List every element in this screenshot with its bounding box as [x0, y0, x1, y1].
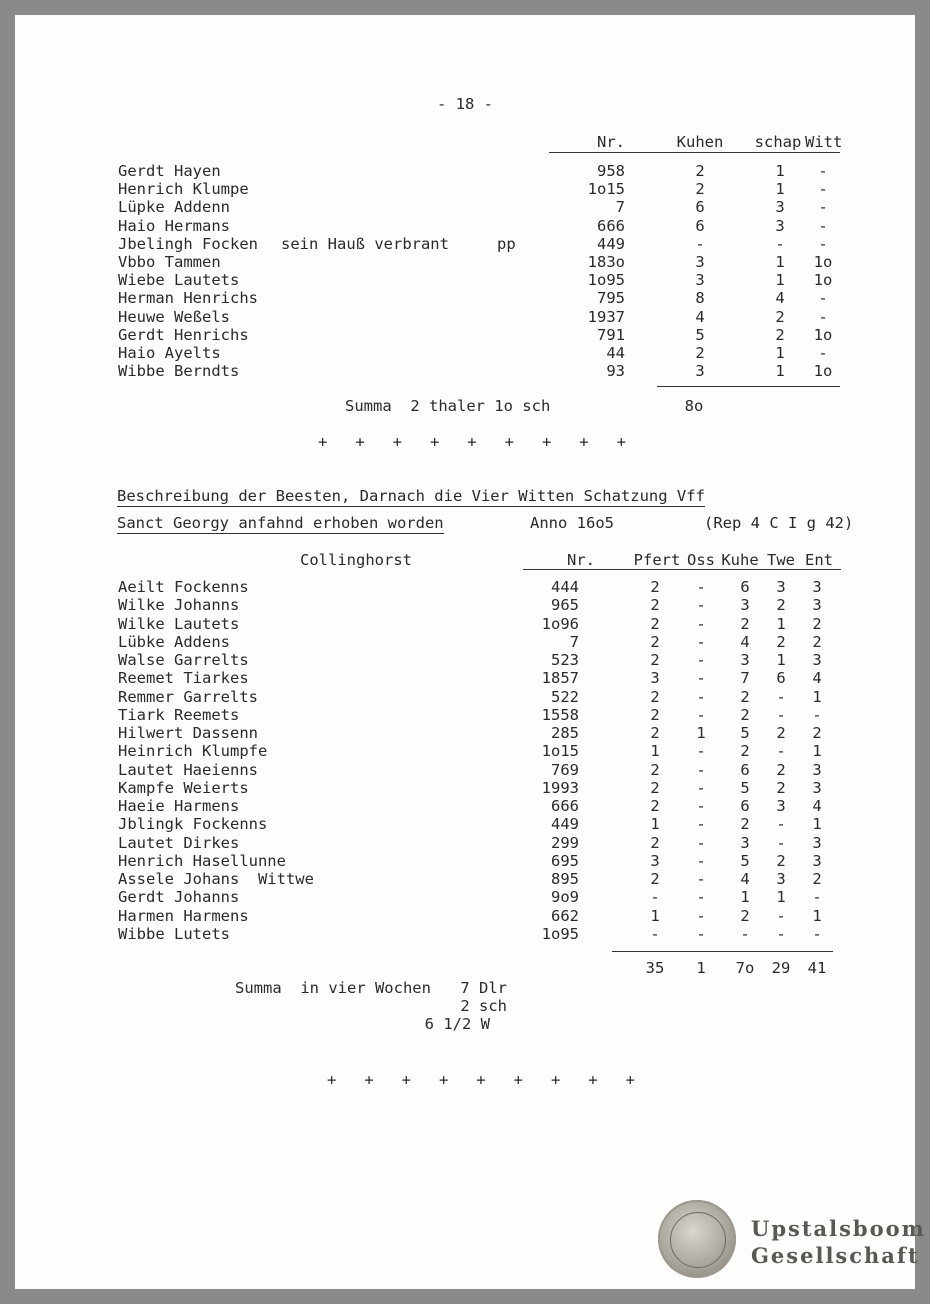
table2-row-3-twe: 2 [776, 632, 786, 651]
table1-row-2-nr: 7 [615, 198, 625, 217]
table2-row-17-name: Gerdt Johanns [118, 888, 240, 907]
table1-row-6-nr: 1o95 [587, 271, 625, 290]
table2-row-18-nr: 662 [551, 906, 579, 925]
table1-row-10-schap: 1 [775, 344, 785, 362]
table1-row-6-witt: 1o [813, 271, 833, 290]
table1-row-8-nr: 1937 [587, 307, 625, 326]
table2-row-18-kuhe: 2 [740, 906, 750, 925]
table2-row-5-name: Reemet Tiarkes [118, 669, 249, 688]
table2-row-1-name: Wilke Johanns [118, 596, 240, 615]
table1-header-2: schap [754, 133, 802, 151]
table2-row-1-oss: - [696, 596, 706, 615]
table1-row-4-kuhen: - [695, 234, 705, 253]
table1-row-4-note: sein Hauß verbrant [281, 234, 449, 253]
document-page [15, 15, 926, 1289]
table2-row-5-kuhe: 7 [740, 669, 750, 688]
seal-logo [658, 1200, 736, 1278]
table2-row-13-nr: 449 [551, 815, 579, 834]
table2-summa-dlr: 7 Dlr [460, 979, 507, 997]
table2-row-7-nr: 1558 [541, 705, 579, 724]
table2-row-14-ent: 3 [812, 833, 822, 852]
table2-row-3-oss: - [696, 632, 706, 651]
table1-row-11-name: Wibbe Berndts [118, 362, 240, 381]
table2-row-1-ent: 3 [812, 596, 822, 615]
table1-header-0: Nr. [597, 133, 625, 151]
table1-row-11-schap: 1 [775, 362, 785, 381]
table2-header-4: Twe [767, 551, 795, 569]
table2-row-5-ent: 4 [812, 669, 822, 688]
table2-row-5-oss: - [696, 669, 706, 688]
table1-row-8-witt: - [818, 307, 828, 326]
table1-row-10-nr: 44 [606, 344, 625, 362]
table1-row-8-kuhen: 4 [695, 307, 705, 326]
table2-row-6-oss: - [696, 687, 706, 706]
table2-row-4-name: Walse Garrelts [118, 651, 249, 669]
table2-row-15-twe: 2 [776, 851, 786, 870]
table2-row-19-kuhe: - [740, 924, 750, 943]
table2-row-16-pfert: 2 [650, 870, 660, 888]
table2-row-4-twe: 1 [776, 651, 786, 669]
table2-row-13-oss: - [696, 815, 706, 834]
table1-row-5-nr: 183o [587, 253, 625, 271]
separator-1: + + + + + + + + + [318, 433, 626, 451]
table2-row-7-kuhe: 2 [740, 705, 750, 724]
table2-header-2: Oss [687, 551, 715, 569]
table2-row-16-ent: 2 [812, 870, 822, 888]
table2-row-10-name: Lautet Haeienns [118, 760, 258, 779]
table1-summa-value: 8o [684, 397, 704, 415]
table2-row-11-kuhe: 5 [740, 778, 750, 797]
table2-row-17-pfert: - [650, 888, 660, 907]
table1-row-1-kuhen: 2 [695, 180, 705, 199]
table2-row-16-name: Assele Johans Wittwe [118, 870, 314, 888]
table1-row-4-name: Jbelingh Focken [118, 234, 258, 253]
table2-row-3-nr: 7 [569, 632, 579, 651]
table2-row-17-ent: - [812, 888, 822, 907]
table2-row-15-nr: 695 [551, 851, 579, 870]
table1-row-11-kuhen: 3 [695, 362, 705, 381]
table2-row-0-twe: 3 [776, 578, 786, 596]
table2-row-13-kuhe: 2 [740, 815, 750, 834]
table2-row-7-ent: - [812, 705, 822, 724]
table2-row-5-twe: 6 [776, 669, 786, 688]
table2-total-ent: 41 [807, 959, 827, 977]
table2-place: Collinghorst [300, 551, 412, 569]
table2-row-12-oss: - [696, 797, 706, 815]
table2-row-0-ent: 3 [812, 578, 822, 596]
table2-row-14-pfert: 2 [650, 833, 660, 852]
table1-row-5-name: Vbbo Tammen [118, 253, 221, 271]
table2-row-11-pfert: 2 [650, 778, 660, 797]
table1-row-1-name: Henrich Klumpe [118, 180, 249, 199]
table2-row-10-kuhe: 6 [740, 760, 750, 779]
table2-row-3-ent: 2 [812, 632, 822, 651]
table2-summa-sch: 2 sch [460, 997, 507, 1015]
table1-header-rule [549, 152, 840, 153]
table2-row-9-ent: 1 [812, 742, 822, 761]
table2-row-3-pfert: 2 [650, 632, 660, 651]
table2-total-rule [612, 951, 833, 952]
table2-row-2-nr: 1o96 [541, 614, 579, 633]
table2-row-7-name: Tiark Reemets [118, 705, 240, 724]
table2-row-2-twe: 1 [776, 614, 786, 633]
table2-row-11-ent: 3 [812, 778, 822, 797]
table2-row-15-pfert: 3 [650, 851, 660, 870]
table2-row-0-nr: 444 [551, 578, 579, 596]
table1-row-9-witt: 1o [813, 325, 833, 344]
table2-row-15-kuhe: 5 [740, 851, 750, 870]
table1-header-3: Witt [805, 133, 843, 151]
table2-header-3: Kuhe [721, 551, 759, 569]
table1-row-6-schap: 1 [775, 271, 785, 290]
table2-row-0-pfert: 2 [650, 578, 660, 596]
table1-row-5-witt: 1o [813, 253, 833, 271]
table2-row-17-oss: - [696, 888, 706, 907]
heading-line-1 [117, 487, 705, 505]
table2-row-12-name: Haeie Harmens [118, 797, 240, 815]
table2-row-11-nr: 1993 [541, 778, 579, 797]
table2-row-11-oss: - [696, 778, 706, 797]
table2-row-1-nr: 965 [551, 596, 579, 615]
table1-row-3-nr: 666 [597, 216, 625, 235]
table1-row-0-kuhen: 2 [695, 162, 705, 180]
table1-row-7-kuhen: 8 [695, 289, 705, 308]
table2-total-twe: 29 [771, 959, 791, 977]
table2-row-4-nr: 523 [551, 651, 579, 669]
table2-row-2-kuhe: 2 [740, 614, 750, 633]
seal-inner-ring [670, 1212, 726, 1268]
table2-row-16-oss: - [696, 870, 706, 888]
table1-row-0-witt: - [818, 162, 828, 180]
table2-row-4-kuhe: 3 [740, 651, 750, 669]
table2-row-14-twe: - [776, 833, 786, 852]
table2-row-6-pfert: 2 [650, 687, 660, 706]
table1-row-9-kuhen: 5 [695, 325, 705, 344]
table2-row-9-nr: 1o15 [541, 742, 579, 761]
table2-row-15-ent: 3 [812, 851, 822, 870]
table2-row-9-twe: - [776, 742, 786, 761]
table2-header-0: Nr. [567, 551, 595, 569]
table2-row-8-twe: 2 [776, 724, 786, 742]
table2-row-2-name: Wilke Lautets [118, 614, 240, 633]
table2-row-16-twe: 3 [776, 870, 786, 888]
table2-row-5-nr: 1857 [541, 669, 579, 688]
table1-row-11-nr: 93 [606, 362, 625, 381]
table2-row-0-name: Aeilt Fockenns [118, 578, 249, 596]
page-number: - 18 - [437, 95, 493, 113]
table1-row-7-name: Herman Henrichs [118, 289, 258, 308]
table1-row-7-schap: 4 [775, 289, 785, 308]
table2-row-14-kuhe: 3 [740, 833, 750, 852]
table2-row-12-nr: 666 [551, 797, 579, 815]
table2-header-1: Pfert [633, 551, 681, 569]
table2-row-19-name: Wibbe Lutets [118, 924, 230, 943]
table1-row-11-witt: 1o [813, 362, 833, 381]
heading-anno: Anno 16o5 [530, 514, 614, 532]
table2-row-19-oss: - [696, 924, 706, 943]
heading-rep: (Rep 4 C I g 42) [704, 514, 854, 532]
table2-row-6-nr: 522 [551, 687, 579, 706]
table2-row-18-pfert: 1 [650, 906, 660, 925]
table2-row-18-ent: 1 [812, 906, 822, 925]
table2-row-7-oss: - [696, 705, 706, 724]
table2-row-8-pfert: 2 [650, 724, 660, 742]
table2-row-17-kuhe: 1 [740, 888, 750, 907]
table1-row-8-schap: 2 [775, 307, 785, 326]
table1-row-2-name: Lüpke Addenn [118, 198, 230, 217]
table2-total-oss: 1 [696, 959, 706, 977]
table2-row-10-oss: - [696, 760, 706, 779]
table2-row-12-pfert: 2 [650, 797, 660, 815]
table2-row-9-oss: - [696, 742, 706, 761]
table2-row-12-kuhe: 6 [740, 797, 750, 815]
heading-line-2-text: Sanct Georgy anfahnd erhoben worden [117, 514, 444, 532]
table2-row-7-pfert: 2 [650, 705, 660, 724]
table2-row-14-nr: 299 [551, 833, 579, 852]
table2-row-2-pfert: 2 [650, 614, 660, 633]
table2-row-19-ent: - [812, 924, 822, 943]
table2-row-8-name: Hilwert Dassenn [118, 724, 258, 742]
brand-line-2: Gesellschaft [751, 1243, 920, 1268]
table2-row-13-pfert: 1 [650, 815, 660, 834]
table2-row-1-pfert: 2 [650, 596, 660, 615]
table2-row-18-twe: - [776, 906, 786, 925]
table2-row-18-name: Harmen Harmens [118, 906, 249, 925]
table2-row-15-oss: - [696, 851, 706, 870]
table1-row-3-name: Haio Hermans [118, 216, 230, 235]
table2-row-6-twe: - [776, 687, 786, 706]
table2-row-9-kuhe: 2 [740, 742, 750, 761]
table1-summa-label: Summa 2 thaler 1o sch [345, 397, 551, 415]
table2-row-11-name: Kampfe Weierts [118, 778, 249, 797]
table1-row-6-name: Wiebe Lautets [118, 271, 240, 290]
table1-row-0-name: Gerdt Hayen [118, 162, 221, 180]
table2-row-8-nr: 285 [551, 724, 579, 742]
table2-total-kuhe: 7o [735, 959, 755, 977]
table2-row-8-ent: 2 [812, 724, 822, 742]
table1-row-10-name: Haio Ayelts [118, 344, 221, 362]
table2-header-5: Ent [805, 551, 833, 569]
table1-row-7-witt: - [818, 289, 828, 308]
table2-row-11-twe: 2 [776, 778, 786, 797]
table1-row-2-schap: 3 [775, 198, 785, 217]
table2-row-0-oss: - [696, 578, 706, 596]
table2-row-12-twe: 3 [776, 797, 786, 815]
table1-row-9-nr: 791 [597, 325, 625, 344]
table1-row-0-schap: 1 [775, 162, 785, 180]
table2-row-6-name: Remmer Garrelts [118, 687, 258, 706]
table2-row-0-kuhe: 6 [740, 578, 750, 596]
table2-row-9-pfert: 1 [650, 742, 660, 761]
table1-row-0-nr: 958 [597, 162, 625, 180]
table1-row-4-nr: 449 [597, 234, 625, 253]
table2-row-1-kuhe: 3 [740, 596, 750, 615]
table1-header-1: Kuhen [676, 133, 724, 151]
table2-row-1-twe: 2 [776, 596, 786, 615]
table2-row-5-pfert: 3 [650, 669, 660, 688]
table2-row-4-pfert: 2 [650, 651, 660, 669]
table2-row-3-name: Lübke Addens [118, 632, 230, 651]
heading-line-2 [117, 514, 444, 532]
table2-row-12-ent: 4 [812, 797, 822, 815]
table2-row-17-twe: 1 [776, 888, 786, 907]
heading-line-1-text: Beschreibung der Beesten, Darnach die Vier Witten Schatzung Vff [117, 487, 705, 505]
table2-row-10-ent: 3 [812, 760, 822, 779]
table2-row-3-kuhe: 4 [740, 632, 750, 651]
table1-row-1-nr: 1o15 [587, 180, 625, 199]
table2-summa-w: 6 1/2 W [424, 1015, 490, 1033]
table2-row-16-kuhe: 4 [740, 870, 750, 888]
table1-row-7-nr: 795 [597, 289, 625, 308]
table2-summa-label: Summa in vier Wochen [235, 979, 431, 997]
table1-row-9-name: Gerdt Henrichs [118, 325, 249, 344]
table2-row-4-oss: - [696, 651, 706, 669]
table2-row-16-nr: 895 [551, 870, 579, 888]
table1-row-2-kuhen: 6 [695, 198, 705, 217]
table1-row-10-witt: - [818, 344, 828, 362]
table2-row-19-pfert: - [650, 924, 660, 943]
table2-total-pfert: 35 [645, 959, 665, 977]
table1-row-4-schap: - [775, 234, 785, 253]
table2-row-7-twe: - [776, 705, 786, 724]
table2-row-2-ent: 2 [812, 614, 822, 633]
table2-row-15-name: Henrich Hasellunne [118, 851, 286, 870]
table1-row-2-witt: - [818, 198, 828, 217]
table2-row-8-kuhe: 5 [740, 724, 750, 742]
table1-row-1-schap: 1 [775, 180, 785, 199]
separator-2: + + + + + + + + + [327, 1071, 635, 1089]
brand-line-1: Upstalsboom [751, 1216, 926, 1241]
table2-row-8-oss: 1 [696, 724, 706, 742]
table2-row-14-oss: - [696, 833, 706, 852]
table2-row-19-twe: - [776, 924, 786, 943]
table1-row-10-kuhen: 2 [695, 344, 705, 362]
table1-row-5-schap: 1 [775, 253, 785, 271]
table2-row-18-oss: - [696, 906, 706, 925]
table1-row-3-kuhen: 6 [695, 216, 705, 235]
table2-row-6-ent: 1 [812, 687, 822, 706]
table2-row-13-twe: - [776, 815, 786, 834]
table1-row-3-schap: 3 [775, 216, 785, 235]
table2-row-2-oss: - [696, 614, 706, 633]
table1-row-8-name: Heuwe Weßels [118, 307, 230, 326]
table1-row-9-schap: 2 [775, 325, 785, 344]
table1-row-5-kuhen: 3 [695, 253, 705, 271]
table1-row-4-witt: - [818, 234, 828, 253]
table1-row-3-witt: - [818, 216, 828, 235]
table2-row-19-nr: 1o95 [541, 924, 579, 943]
table2-row-13-name: Jblingk Fockenns [118, 815, 268, 834]
table2-row-17-nr: 9o9 [551, 888, 579, 907]
table2-row-10-pfert: 2 [650, 760, 660, 779]
table2-row-10-twe: 2 [776, 760, 786, 779]
table1-row-6-kuhen: 3 [695, 271, 705, 290]
table2-header-rule [523, 569, 841, 570]
table1-row-1-witt: - [818, 180, 828, 199]
table2-row-14-name: Lautet Dirkes [118, 833, 240, 852]
table1-total-rule [657, 386, 840, 387]
table2-row-10-nr: 769 [551, 760, 579, 779]
table2-row-6-kuhe: 2 [740, 687, 750, 706]
table2-row-9-name: Heinrich Klumpfe [118, 742, 268, 761]
table2-row-13-ent: 1 [812, 815, 822, 834]
table2-row-4-ent: 3 [812, 651, 822, 669]
table1-row-4-pp: pp [497, 234, 516, 253]
